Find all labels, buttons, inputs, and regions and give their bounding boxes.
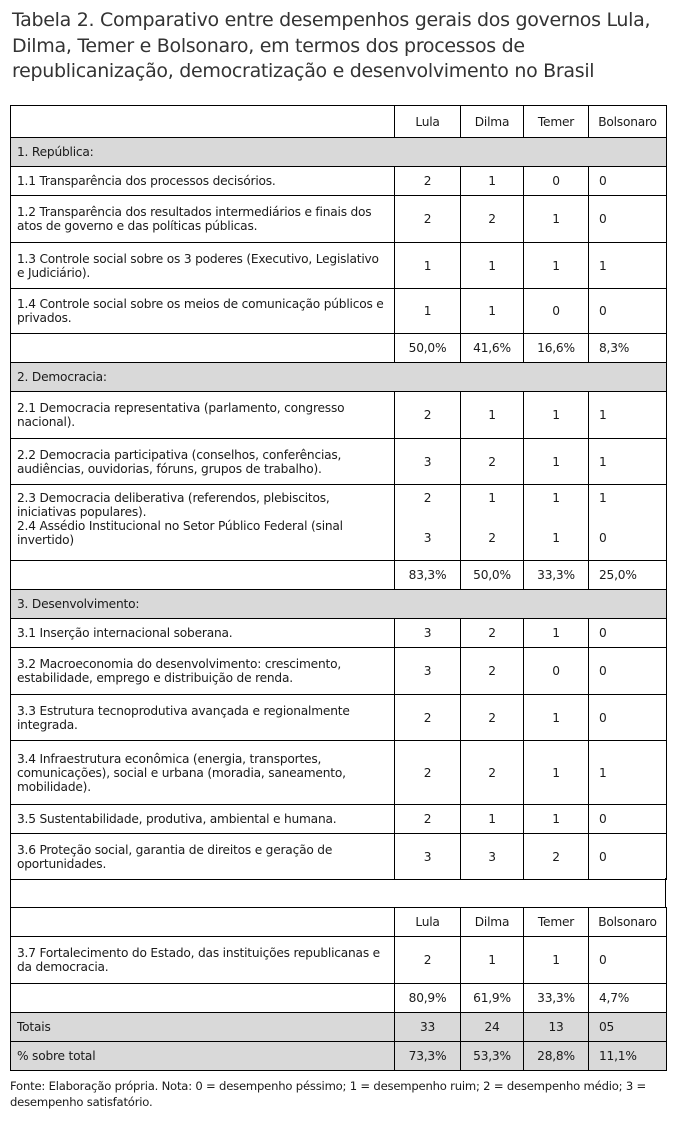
totals-bolsonaro: 05 <box>589 1013 667 1042</box>
subtotal-row <box>11 334 667 363</box>
cell-lula: 1 <box>395 289 461 334</box>
table-row <box>11 289 667 334</box>
subtotal-dilma: 50,0% <box>461 561 524 590</box>
value-2-3: 1 <box>599 491 607 505</box>
subtotal-lula: 83,3% <box>395 561 461 590</box>
cell-bolsonaro: 1 <box>589 741 667 805</box>
header-temer: Temer <box>524 106 589 138</box>
cell-bolsonaro: 0 <box>589 695 667 741</box>
cell-dilma: 1 <box>461 937 524 984</box>
comparison-table <box>10 105 667 880</box>
cell-bolsonaro: 0 <box>589 834 667 880</box>
cell-dilma: 2 <box>461 648 524 695</box>
subtotal-dilma: 41,6% <box>461 334 524 363</box>
cell-temer: 1 <box>524 741 589 805</box>
cell-dilma: 2 <box>461 196 524 243</box>
totals-temer: 13 <box>524 1013 589 1042</box>
totals-dilma: 24 <box>461 1013 524 1042</box>
cell-temer: 1 <box>524 805 589 834</box>
row-label: 1.2 Transparência dos resultados intermediários e finais dos atos de governo e das políticas públicas. <box>11 196 395 243</box>
cell-dilma: 2 <box>461 439 524 485</box>
subtotal-empty <box>11 334 395 363</box>
cell-temer: 1 <box>524 695 589 741</box>
table-row <box>11 619 667 648</box>
comparison-table-continuation <box>10 907 667 1071</box>
header-bolsonaro: Bolsonaro <box>589 908 667 937</box>
table-row <box>11 392 667 439</box>
row-label: 3.2 Macroeconomia do desenvolvimento: crescimento, estabilidade, emprego e distribuição de renda. <box>11 648 395 695</box>
table-row <box>11 167 667 196</box>
header-row <box>11 106 667 138</box>
cell-dilma: 1 <box>461 243 524 289</box>
table-footnote: Fonte: Elaboração própria. Nota: 0 = desempenho péssimo; 1 = desempenho ruim; 2 = desempenho médio; 3 = desempenho satisfatório. <box>10 1079 647 1109</box>
header-bolsonaro: Bolsonaro <box>589 106 667 138</box>
cell-lula: 2 <box>395 805 461 834</box>
cell-lula: 2 <box>395 392 461 439</box>
cell-temer: 2 <box>524 834 589 880</box>
cell-bolsonaro: 0 <box>589 289 667 334</box>
cell-bolsonaro: 1 <box>589 243 667 289</box>
subtotal-temer: 33,3% <box>524 984 589 1013</box>
subtotal-lula: 50,0% <box>395 334 461 363</box>
subtotal-temer: 16,6% <box>524 334 589 363</box>
percent-dilma: 53,3% <box>461 1042 524 1071</box>
header-lula: Lula <box>395 106 461 138</box>
row-label: 2.1 Democracia representativa (parlamento, congresso nacional). <box>11 392 395 439</box>
row-label: 2.2 Democracia participativa (conselhos, conferências, audiências, ouvidorias, fóruns, grupos de trabalho). <box>11 439 395 485</box>
page-break-gap <box>10 878 666 907</box>
row-label-2-4: 2.4 Assédio Institucional no Setor Público Federal (sinal invertido) <box>17 519 343 547</box>
cell-lula: 3 <box>395 619 461 648</box>
value-2-4: 2 <box>488 531 496 545</box>
cell-bolsonaro: 0 <box>589 805 667 834</box>
percent-label: % sobre total <box>11 1042 395 1071</box>
cell-lula: 3 <box>395 439 461 485</box>
value-2-4: 0 <box>599 531 607 545</box>
cell-dilma: 3 <box>461 834 524 880</box>
value-2-4: 1 <box>552 531 560 545</box>
subtotal-row <box>11 984 667 1013</box>
table-row <box>11 485 667 561</box>
header-lula: Lula <box>395 908 461 937</box>
cell-dilma: 1 <box>461 805 524 834</box>
cell-temer: 1 <box>524 196 589 243</box>
subtotal-bolsonaro: 8,3% <box>589 334 667 363</box>
cell-lula: 3 <box>395 648 461 695</box>
value-2-3: 2 <box>423 491 432 505</box>
table-row <box>11 834 667 880</box>
table-row <box>11 243 667 289</box>
cell-lula: 2 <box>395 167 461 196</box>
cell-temer: 1 <box>524 937 589 984</box>
cell-temer: 1 <box>524 392 589 439</box>
subtotal-dilma: 61,9% <box>461 984 524 1013</box>
cell-lula <box>395 485 461 561</box>
percent-row <box>11 1042 667 1071</box>
row-label: 3.6 Proteção social, garantia de direitos e geração de oportunidades. <box>11 834 395 880</box>
table-row <box>11 196 667 243</box>
subtotal-lula: 80,9% <box>395 984 461 1013</box>
cell-temer: 1 <box>524 243 589 289</box>
row-label: 3.4 Infraestrutura econômica (energia, transportes, comunicações), social e urbana (moradia, saneamento, mobilidade). <box>11 741 395 805</box>
table-row <box>11 741 667 805</box>
section-label: 2. Democracia: <box>11 363 667 392</box>
table-row <box>11 805 667 834</box>
totals-label: Totais <box>11 1013 395 1042</box>
cell-bolsonaro: 0 <box>589 937 667 984</box>
row-label-merged <box>11 485 395 561</box>
section-label: 3. Desenvolvimento: <box>11 590 667 619</box>
row-label: 1.1 Transparência dos processos decisórios. <box>11 167 395 196</box>
cell-lula: 2 <box>395 741 461 805</box>
subtotal-bolsonaro: 4,7% <box>589 984 667 1013</box>
cell-lula: 2 <box>395 695 461 741</box>
section-header <box>11 590 667 619</box>
row-label: 3.7 Fortalecimento do Estado, das instituições republicanas e da democracia. <box>11 937 395 984</box>
cell-temer: 1 <box>524 619 589 648</box>
cell-dilma: 2 <box>461 741 524 805</box>
subtotal-temer: 33,3% <box>524 561 589 590</box>
cell-temer: 0 <box>524 167 589 196</box>
table-row <box>11 937 667 984</box>
table-title: Tabela 2. Comparativo entre desempenhos gerais dos governos Lula, Dilma, Temer e Bolsonaro, em termos dos processos de republicanização, democratização e desenvolvimento no Brasil <box>12 9 651 82</box>
value-2-3: 1 <box>488 491 496 505</box>
cell-dilma: 1 <box>461 167 524 196</box>
cell-dilma: 2 <box>461 695 524 741</box>
table-row <box>11 439 667 485</box>
percent-lula: 73,3% <box>395 1042 461 1071</box>
cell-temer: 0 <box>524 648 589 695</box>
header-empty <box>11 908 395 937</box>
cell-dilma: 1 <box>461 392 524 439</box>
row-label: 1.4 Controle social sobre os meios de comunicação públicos e privados. <box>11 289 395 334</box>
cell-temer <box>524 485 589 561</box>
cell-temer: 0 <box>524 289 589 334</box>
subtotal-bolsonaro: 25,0% <box>589 561 667 590</box>
value-2-4: 3 <box>423 531 432 545</box>
percent-bolsonaro: 11,1% <box>589 1042 667 1071</box>
cell-bolsonaro: 0 <box>589 619 667 648</box>
cell-bolsonaro: 0 <box>589 167 667 196</box>
cell-bolsonaro: 0 <box>589 196 667 243</box>
row-label: 1.3 Controle social sobre os 3 poderes (Executivo, Legislativo e Judiciário). <box>11 243 395 289</box>
subtotal-row <box>11 561 667 590</box>
totals-row <box>11 1013 667 1042</box>
cell-lula: 2 <box>395 196 461 243</box>
row-label: 3.1 Inserção internacional soberana. <box>11 619 395 648</box>
cell-dilma: 2 <box>461 619 524 648</box>
header-dilma: Dilma <box>461 908 524 937</box>
percent-temer: 28,8% <box>524 1042 589 1071</box>
value-2-3: 1 <box>552 491 560 505</box>
cell-bolsonaro <box>589 485 667 561</box>
header-row <box>11 908 667 937</box>
subtotal-empty <box>11 561 395 590</box>
cell-dilma: 1 <box>461 289 524 334</box>
row-label-2-3: 2.3 Democracia deliberativa (referendos, plebiscitos, iniciativas populares). <box>17 491 330 519</box>
cell-temer: 1 <box>524 439 589 485</box>
header-temer: Temer <box>524 908 589 937</box>
cell-dilma <box>461 485 524 561</box>
cell-bolsonaro: 0 <box>589 648 667 695</box>
header-empty <box>11 106 395 138</box>
section-header <box>11 138 667 167</box>
row-label: 3.3 Estrutura tecnoprodutiva avançada e regionalmente integrada. <box>11 695 395 741</box>
totals-lula: 33 <box>395 1013 461 1042</box>
table-row <box>11 648 667 695</box>
header-dilma: Dilma <box>461 106 524 138</box>
row-label: 3.5 Sustentabilidade, produtiva, ambiental e humana. <box>11 805 395 834</box>
cell-bolsonaro: 1 <box>589 392 667 439</box>
table-row <box>11 695 667 741</box>
cell-bolsonaro: 1 <box>589 439 667 485</box>
cell-lula: 2 <box>395 937 461 984</box>
cell-lula: 1 <box>395 243 461 289</box>
cell-lula: 3 <box>395 834 461 880</box>
section-header <box>11 363 667 392</box>
section-label: 1. República: <box>11 138 667 167</box>
subtotal-empty <box>11 984 395 1013</box>
